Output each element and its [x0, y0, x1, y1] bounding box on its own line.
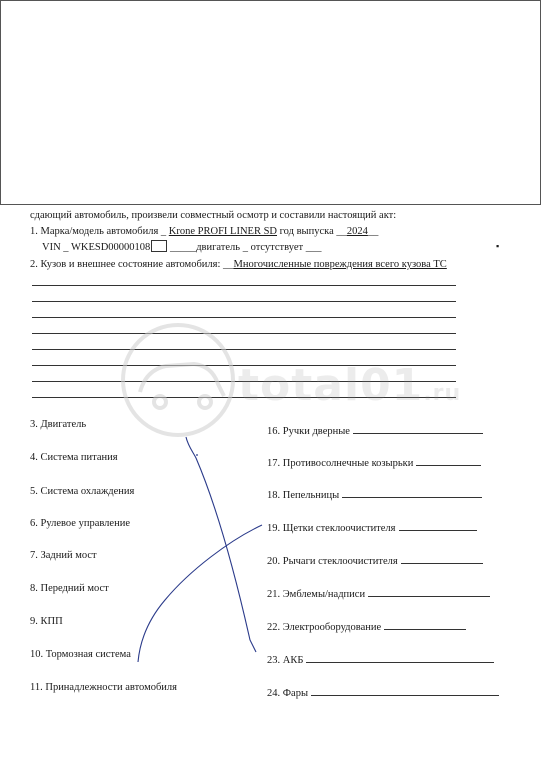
watermark-main: total01: [238, 360, 424, 411]
pen-stroke-wiper: [138, 525, 262, 662]
year-tail: __: [367, 226, 379, 237]
checklist-item-sun-visors: [267, 456, 481, 470]
fill-line: [384, 620, 466, 630]
item-label: 17. Противосолнечные козырьки: [267, 458, 414, 469]
line-body-state: [30, 259, 447, 271]
item-label: 21. Эмблемы/надписи: [267, 589, 366, 600]
fill-line: [399, 521, 477, 531]
margin-mark: ▪: [496, 241, 500, 251]
blank-rule: [32, 333, 456, 334]
make-model-value: Krone PROFI LINER SD: [168, 226, 278, 237]
item-label: 20. Рычаги стеклоочистителя: [267, 556, 398, 567]
vin-box: [151, 240, 167, 252]
fill-line: [368, 587, 490, 597]
checklist-item-emblems: [267, 587, 490, 601]
blank-rule: [32, 301, 456, 302]
watermark-car-icon: [123, 325, 233, 435]
checklist-item-front-axle: 8. Передний мост: [30, 583, 109, 594]
checklist-item-steering: 6. Рулевое управление: [30, 518, 130, 529]
blank-rule: [32, 317, 456, 318]
fill-line: [353, 424, 483, 434]
checklist-item-cooling-system: 5. Система охлаждения: [30, 486, 135, 497]
intro-text: сдающий автомобиль, произвели совместный осмотр и составили настоящий акт:: [30, 210, 397, 221]
engine-label: _____двигатель _ отсутствует ___: [167, 242, 322, 253]
year-value: 2024: [346, 226, 368, 237]
body-state-value: Многочисленные повреждения всего кузова ТС: [233, 259, 447, 270]
item-label: 19. Щетки стеклоочистителя: [267, 523, 396, 534]
checklist-item-accessories: 11. Принадлежности автомобиля: [30, 682, 177, 693]
line-make-model: [30, 226, 378, 238]
year-label: год выпуска __: [279, 226, 347, 237]
checklist-item-door-handles: [267, 424, 483, 438]
fill-line: [342, 488, 482, 498]
line-vin: [42, 240, 321, 254]
blank-rule: [32, 349, 456, 350]
item-label: 16. Ручки дверные: [267, 426, 350, 437]
fill-line: [416, 456, 481, 466]
checklist-item-wiper-blades: [267, 521, 477, 535]
pen-stroke-battery: [186, 437, 256, 652]
fill-line: [311, 686, 499, 696]
checklist-item-battery: [267, 653, 494, 667]
checklist-item-gearbox: 9. КПП: [30, 616, 63, 627]
make-model-label: 1. Марка/модель автомобиля _: [30, 226, 167, 237]
watermark: [238, 360, 461, 411]
pen-dot: [196, 454, 198, 456]
fill-line: [401, 554, 483, 564]
vin-label: VIN _ WKESD00000108: [42, 242, 151, 253]
checklist-item-engine: 3. Двигатель: [30, 419, 87, 430]
checklist-item-ashtrays: [267, 488, 482, 502]
body-state-label: 2. Кузов и внешнее состояние автомобиля: __: [30, 259, 234, 270]
checklist-item-brakes: 10. Тормозная система: [30, 649, 131, 660]
checklist-item-fuel-system: 4. Система питания: [30, 452, 118, 463]
checklist-item-headlights: [267, 686, 499, 700]
checklist-item-wiper-arms: [267, 554, 483, 568]
blank-rule: [32, 285, 456, 286]
item-label: 23. АКБ: [267, 655, 304, 666]
redacted-area: [0, 0, 541, 205]
fill-line: [306, 653, 494, 663]
checklist-item-rear-axle: 7. Задний мост: [30, 550, 97, 561]
item-label: 22. Электрооборудование: [267, 622, 382, 633]
watermark-suffix: .ru: [423, 381, 462, 406]
checklist-item-electrical: [267, 620, 466, 634]
item-label: 24. Фары: [267, 688, 309, 699]
item-label: 18. Пепельницы: [267, 490, 340, 501]
